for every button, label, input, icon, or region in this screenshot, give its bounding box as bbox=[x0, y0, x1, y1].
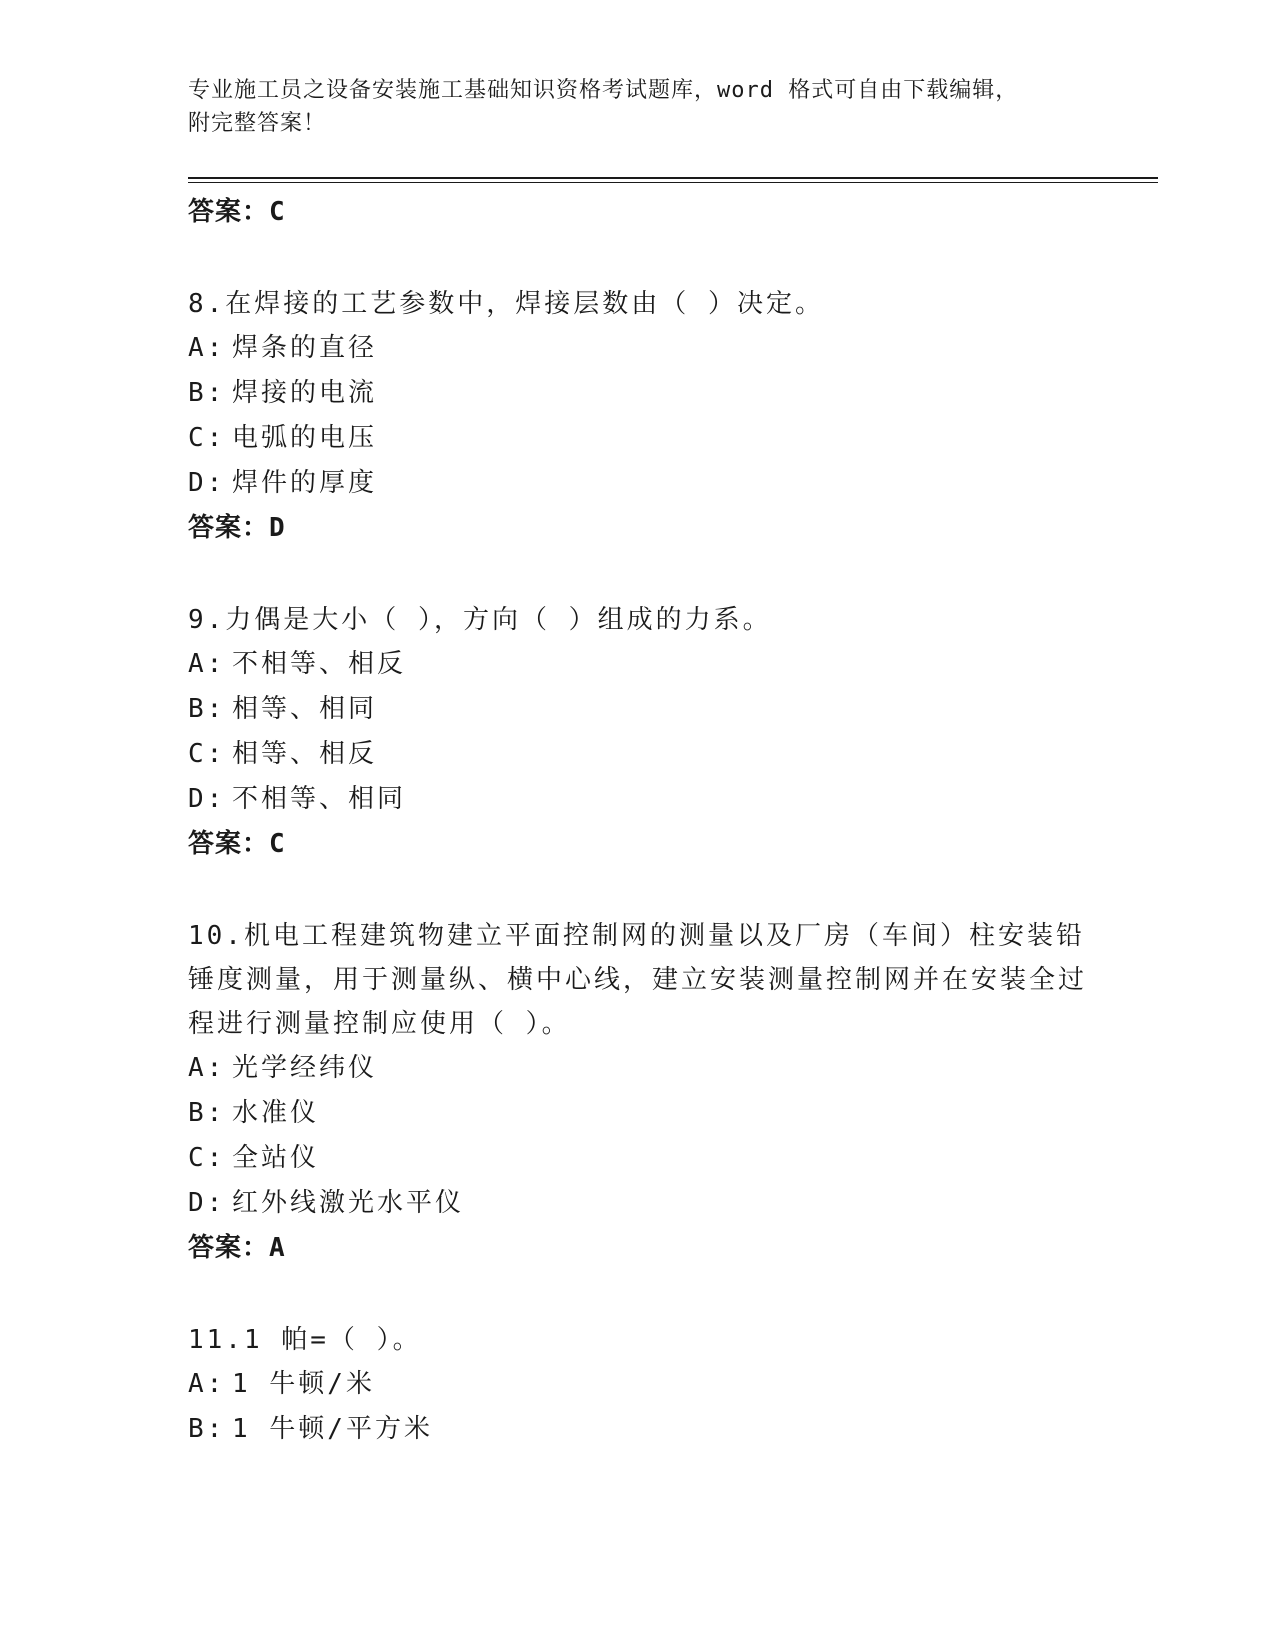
option-key: A: bbox=[188, 1369, 226, 1399]
option-text: 1 牛顿/平方米 bbox=[232, 1414, 433, 1444]
option-item bbox=[188, 1091, 1088, 1136]
option-text: 相等、相反 bbox=[232, 739, 378, 769]
option-key: B: bbox=[188, 694, 226, 724]
question-block bbox=[188, 598, 1088, 866]
question-text: 11.1 帕=（ ）。 bbox=[188, 1325, 422, 1355]
option-key: C: bbox=[188, 739, 226, 769]
questions-container bbox=[188, 282, 1088, 1452]
option-item bbox=[188, 732, 1088, 777]
option-key: C: bbox=[188, 1143, 226, 1173]
option-item bbox=[188, 1407, 1088, 1452]
option-text: 1 牛顿/米 bbox=[232, 1369, 375, 1399]
question-block bbox=[188, 282, 1088, 550]
header-line-2: 附完整答案！ bbox=[188, 111, 327, 136]
option-text: 不相等、相同 bbox=[232, 784, 407, 814]
option-key: B: bbox=[188, 378, 226, 408]
option-item bbox=[188, 1362, 1088, 1407]
option-key: D: bbox=[188, 784, 226, 814]
header-line-1: 专业施工员之设备安装施工基础知识资格考试题库，word 格式可自由下载编辑， bbox=[188, 78, 1019, 103]
option-item bbox=[188, 461, 1088, 506]
question-text: 8.在焊接的工艺参数中，焊接层数由（ ）决定。 bbox=[188, 289, 824, 319]
question-block bbox=[188, 914, 1088, 1270]
document-header bbox=[188, 74, 1088, 140]
option-key: C: bbox=[188, 423, 226, 453]
option-item bbox=[188, 416, 1088, 461]
question-list bbox=[188, 190, 1088, 1452]
option-item bbox=[188, 1046, 1088, 1091]
option-key: D: bbox=[188, 1188, 226, 1218]
option-item bbox=[188, 777, 1088, 822]
option-text: 相等、相同 bbox=[232, 694, 378, 724]
option-text: 焊件的厚度 bbox=[232, 468, 378, 498]
option-key: B: bbox=[188, 1098, 226, 1128]
option-item bbox=[188, 1181, 1088, 1226]
header-divider bbox=[188, 177, 1158, 179]
option-text: 水准仪 bbox=[232, 1098, 320, 1128]
option-text: 红外线激光水平仪 bbox=[232, 1188, 465, 1218]
option-item bbox=[188, 687, 1088, 732]
answer-line: 答案：A bbox=[188, 1233, 286, 1263]
answer-label: 答案： bbox=[188, 197, 270, 227]
option-text: 光学经纬仪 bbox=[232, 1053, 378, 1083]
option-key: A: bbox=[188, 333, 226, 363]
question-block bbox=[188, 1318, 1088, 1452]
option-text: 全站仪 bbox=[232, 1143, 320, 1173]
option-key: A: bbox=[188, 649, 226, 679]
answer-line: 答案：D bbox=[188, 513, 286, 543]
question-text: 10.机电工程建筑物建立平面控制网的测量以及厂房（车间）柱安装铅锤度测量，用于测量纵、横中心线，建立安装测量控制网并在安装全过程进行测量控制应使用（ ）。 bbox=[188, 921, 1088, 1039]
answer-line bbox=[188, 190, 1088, 234]
option-text: 焊条的直径 bbox=[232, 333, 378, 363]
option-text: 不相等、相反 bbox=[232, 649, 407, 679]
option-text: 电弧的电压 bbox=[232, 423, 378, 453]
option-text: 焊接的电流 bbox=[232, 378, 378, 408]
option-key: D: bbox=[188, 468, 226, 498]
option-key: A: bbox=[188, 1053, 226, 1083]
answer-value: C bbox=[269, 197, 286, 227]
option-item bbox=[188, 642, 1088, 687]
option-item bbox=[188, 371, 1088, 416]
option-item bbox=[188, 326, 1088, 371]
header-divider-thin bbox=[188, 182, 1158, 183]
option-key: B: bbox=[188, 1414, 226, 1444]
option-item bbox=[188, 1136, 1088, 1181]
question-text: 9.力偶是大小（ ），方向（ ）组成的力系。 bbox=[188, 605, 772, 635]
answer-line: 答案：C bbox=[188, 829, 286, 859]
